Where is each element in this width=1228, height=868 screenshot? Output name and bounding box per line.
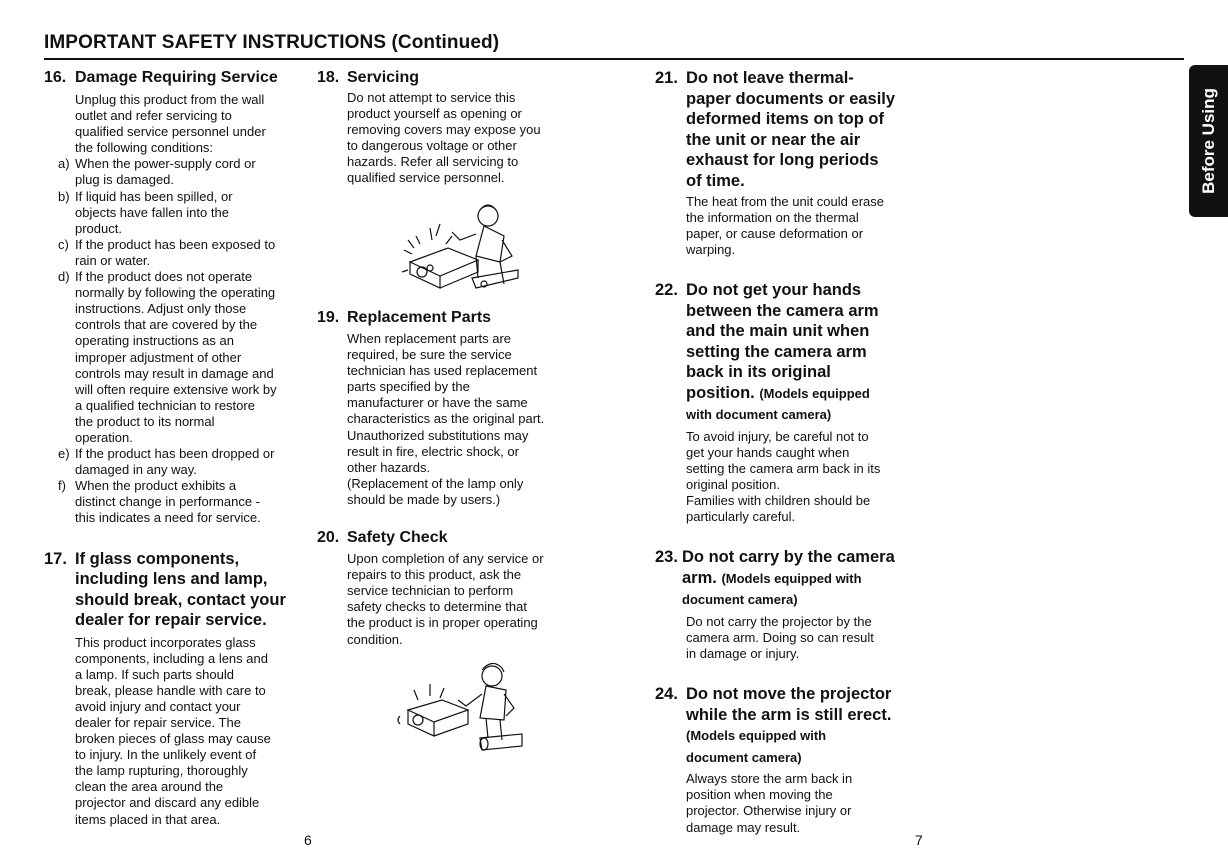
- list-label: c): [58, 236, 69, 252]
- list-text: If the product has been exposed to rain or water.: [75, 236, 276, 268]
- condition-list: [58, 156, 306, 526]
- model-note: (Models equipped with document camera): [682, 570, 862, 608]
- page-title: IMPORTANT SAFETY INSTRUCTIONS (Continued): [44, 32, 500, 53]
- section-number: 24.: [655, 685, 678, 704]
- section-title: Do not carry by the camera arm.: [682, 548, 895, 587]
- column-middle-lower: [317, 308, 579, 648]
- section-16: [44, 68, 306, 527]
- section-body: Always store the arm back in position when moving the projector. Otherwise injury or damage may result.: [686, 771, 853, 835]
- section-body: Do not carry the projector by the camera arm. Doing so can result in damage or injury.: [686, 613, 874, 662]
- page-number-right: 7: [915, 832, 923, 848]
- section-body: Unplug this product from the wall outlet and refer servicing to qualified service personnel under the following conditions:: [75, 92, 266, 156]
- section-title: Do not move the projector while the arm is still erect.: [686, 685, 892, 724]
- section-number: 22.: [655, 281, 678, 300]
- section-20: [317, 528, 579, 648]
- list-text: When the power-supply cord or plug is damaged.: [75, 156, 256, 188]
- section-title: Damage Requiring Service: [75, 69, 278, 86]
- list-item: [58, 237, 306, 269]
- list-text: If the product has been dropped or damaged in any way.: [75, 446, 275, 478]
- section-title: If glass components, including lens and lamp, should break, contact your dealer for repair service.: [75, 549, 286, 630]
- side-tab-label: Before Using: [1198, 88, 1218, 194]
- section-18: [317, 68, 579, 187]
- section-23: [655, 547, 917, 662]
- section-number: 23.: [655, 548, 678, 567]
- list-item: [58, 269, 306, 446]
- list-item: [58, 478, 306, 526]
- technician-shock-illustration: [400, 200, 520, 298]
- section-number: 20.: [317, 529, 340, 547]
- section-24: [655, 684, 917, 835]
- section-number: 19.: [317, 309, 340, 326]
- section-body: Do not attempt to service this product yourself as opening or removing covers may expose you to dangerous voltage or other hazards. Refer all servicing to qualified service personnel.: [347, 90, 541, 186]
- section-number: 18.: [317, 69, 340, 86]
- section-number: 17.: [44, 549, 67, 568]
- section-title: Safety Check: [347, 529, 448, 547]
- column-middle: [317, 68, 579, 187]
- column-right: [655, 68, 917, 836]
- list-label: d): [58, 269, 70, 285]
- model-note: (Models equipped with document camera): [686, 385, 870, 423]
- page-number-left: 6: [304, 832, 312, 848]
- section-17: [44, 549, 306, 828]
- column-left: [44, 68, 306, 828]
- list-label: f): [58, 478, 66, 494]
- section-title-wrap: [682, 547, 917, 611]
- section-number: 16.: [44, 69, 67, 86]
- list-label: a): [58, 156, 70, 172]
- list-text: When the product exhibits a distinct change in performance - this indicates a need for service.: [75, 478, 261, 526]
- section-body: To avoid injury, be careful not to get your hands caught when setting the camera arm back in its original position. Families with children should be particularly careful.: [686, 428, 881, 525]
- section-title-wrap: [686, 280, 917, 426]
- list-label: b): [58, 188, 70, 204]
- section-title-wrap: [686, 684, 917, 768]
- list-item: [58, 156, 306, 188]
- section-body: This product incorporates glass components, including a lens and a lamp. If such parts should break, please handle with care to avoid injury and contact your dealer for repair service. The broken pieces of glass may cause to injury. In the unlikely event of the lamp rupturing, thoroughly clean the area around the projector and discard any edible items placed in that area.: [75, 634, 271, 827]
- section-title: Replacement Parts: [347, 309, 492, 326]
- section-body: The heat from the unit could erase the information on the thermal paper, or cause deformation or warping.: [686, 194, 885, 258]
- side-tab: [1189, 65, 1228, 217]
- list-text: If liquid has been spilled, or objects have fallen into the product.: [75, 188, 233, 236]
- model-note: (Models equipped with document camera): [686, 728, 827, 765]
- header-divider: [44, 58, 1184, 60]
- section-title: Do not leave thermal- paper documents or easily deformed items on top of the unit or near the air exhaust for long periods of time.: [686, 69, 896, 190]
- section-19: [317, 308, 579, 508]
- list-item: [58, 189, 306, 237]
- section-body: When replacement parts are required, be sure the service technician has used replacement parts specified by the manufacturer or have the same characteristics as the original part. Unauthorized substitutions may result in fire, electric shock, or other hazards. (Replacement of the lamp only should be made by users.): [347, 331, 545, 507]
- section-title: Servicing: [347, 69, 420, 86]
- section-number: 21.: [655, 69, 678, 87]
- section-title: Do not get your hands between the camera arm and the main unit when setting the camera arm back in its original position.: [686, 281, 879, 402]
- list-label: e): [58, 446, 70, 462]
- section-body: Upon completion of any service or repairs to this product, ask the service technician to perform safety checks to determine that the product is in proper operating condition.: [347, 551, 544, 647]
- technician-inspection-illustration: [396, 660, 526, 752]
- list-text: If the product does not operate normally by following the operating instructions. Adjust only those controls that are covered by the operating instructions as an improper adjustment of other controls may result in damage and will often require extensive work by a qualified technician to restore the product to its normal operation.: [75, 269, 277, 445]
- section-22: [655, 280, 917, 525]
- section-21: [655, 68, 917, 258]
- list-item: [58, 446, 306, 478]
